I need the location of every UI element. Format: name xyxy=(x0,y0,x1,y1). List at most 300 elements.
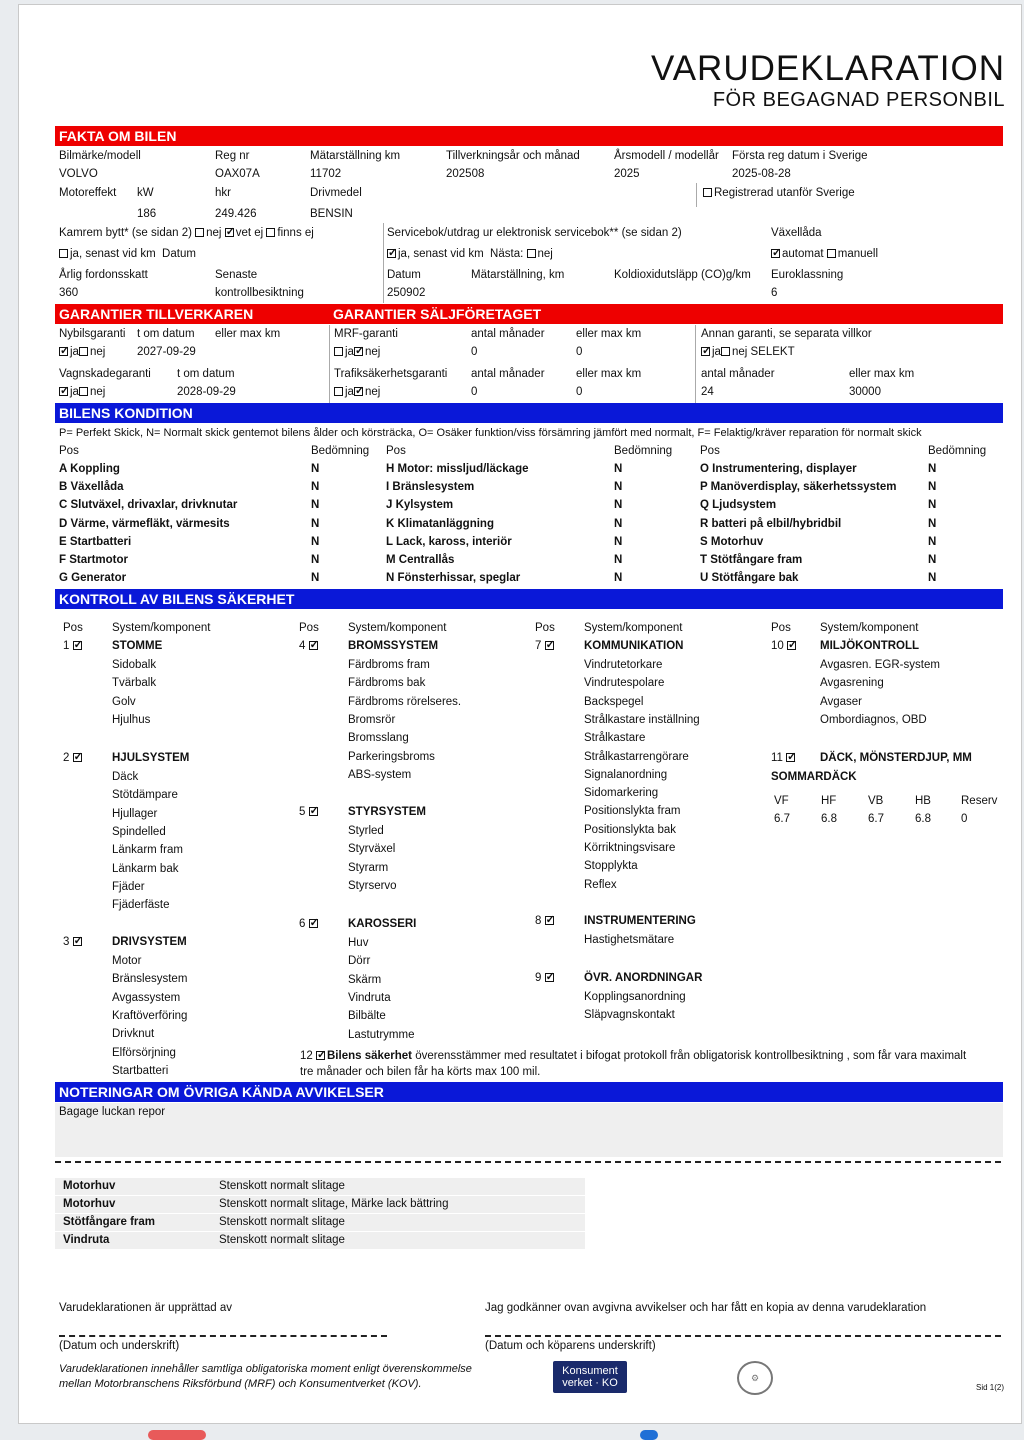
section-garantier-tillverkaren-header: GARANTIER TILLVERKAREN xyxy=(55,304,333,324)
noteringar-text: Bagage luckan repor xyxy=(59,1106,166,1118)
kamrem-ja-row xyxy=(59,247,196,261)
kondition-item: T Stötfångare fram xyxy=(700,554,803,566)
kontroll-item: Signalanordning xyxy=(584,768,668,781)
kondition-value: N xyxy=(928,481,937,493)
kamrem-label: Kamrem bytt* (se sidan 2) xyxy=(59,227,192,239)
label-ellermax-3: eller max km xyxy=(576,368,642,380)
section-kontroll-header: KONTROLL AV BILENS SÄKERHET xyxy=(55,589,1003,609)
kontroll-header-pos: Pos xyxy=(771,622,791,634)
pos-number: 7 xyxy=(535,640,542,652)
kontroll-pos-11 xyxy=(771,751,797,765)
value-mrf-km: 0 xyxy=(576,346,583,358)
checkbox-checked-icon[interactable] xyxy=(316,1051,325,1060)
kontroll-pos-12 xyxy=(300,1049,966,1063)
divider-dashed xyxy=(55,1161,1001,1163)
tire-header: HB xyxy=(915,795,931,807)
kontroll-item: Sidomarkering xyxy=(584,787,659,800)
kamrem-row xyxy=(59,226,314,240)
value-forsta-reg: 2025-08-28 xyxy=(732,168,791,180)
value-arlig-skatt: 360 xyxy=(59,287,79,299)
footnote-line-1: Varudeklarationen innehåller samtliga obligatoriska moment enligt överenskommelse xyxy=(59,1363,472,1375)
viewer-red-icon[interactable] xyxy=(148,1430,206,1440)
checkbox-checked-icon[interactable] xyxy=(545,916,554,925)
divider xyxy=(383,223,384,303)
checkbox-icon[interactable] xyxy=(266,228,275,237)
kontroll-item: Reflex xyxy=(584,878,617,891)
label-vaxellada: Växellåda xyxy=(771,227,822,239)
checkbox-icon[interactable] xyxy=(334,347,343,356)
kondition-header-bedomning: Bedömning xyxy=(311,445,370,457)
kondition-value: N xyxy=(311,481,320,493)
nasta-label: Nästa: xyxy=(490,248,524,260)
kontroll-header-system: System/komponent xyxy=(348,622,447,634)
kondition-item: P Manöverdisplay, säkerhetssystem xyxy=(700,481,897,493)
ja-label: ja xyxy=(345,386,354,398)
pos-number: 3 xyxy=(63,936,70,948)
value-bilmarke: VOLVO xyxy=(59,168,98,180)
kondition-item: H Motor: missljud/läckage xyxy=(386,463,529,475)
checkbox-icon[interactable] xyxy=(827,249,836,258)
value-arsmodell: 2025 xyxy=(614,168,640,180)
kontroll-item: Drivknut xyxy=(112,1028,155,1041)
kondition-value: N xyxy=(928,499,937,511)
kontroll-pos xyxy=(63,751,84,765)
kontroll-title: STOMME xyxy=(112,640,163,652)
kontroll-header-pos: Pos xyxy=(299,622,319,634)
bilens-sakerhet-label: Bilens säkerhet xyxy=(327,1050,413,1062)
kondition-value: N xyxy=(928,518,937,530)
label-ellermax-2: eller max km xyxy=(576,328,642,340)
checkbox-icon[interactable] xyxy=(195,228,204,237)
viewer-blue-icon[interactable] xyxy=(640,1430,658,1440)
registrerad-label: Registrerad utanför Sverige xyxy=(714,187,855,199)
kondition-value: N xyxy=(311,518,320,530)
mrf-seal-icon: ⚙ xyxy=(737,1361,773,1395)
checkbox-icon[interactable] xyxy=(334,387,343,396)
kontroll-title: ÖVR. ANORDNINGAR xyxy=(584,972,703,984)
pos-number: 1 xyxy=(63,640,70,652)
section-garantier-saljforetaget-header: GARANTIER SÄLJFÖRETAGET xyxy=(329,304,1003,324)
kontroll-title-dack: DÄCK, MÖNSTERDJUP, MM xyxy=(820,752,972,764)
checkbox-icon[interactable] xyxy=(527,249,536,258)
kondition-value: N xyxy=(311,536,320,548)
label-antal-man: antal månader xyxy=(471,328,545,340)
kondition-item: L Lack, kaross, interiör xyxy=(386,536,512,548)
kondition-header-bedomning: Bedömning xyxy=(928,445,987,457)
checkbox-checked-icon[interactable] xyxy=(73,937,82,946)
section-fakta-header: FAKTA OM BILEN xyxy=(55,126,1003,146)
label-trafiksakerhet: Trafiksäkerhetsgaranti xyxy=(334,368,448,380)
ja-label: ja xyxy=(70,346,79,358)
kontroll-header-pos: Pos xyxy=(63,622,83,634)
kontroll-item: Hastighetsmätare xyxy=(584,934,675,946)
label-senaste: Senaste xyxy=(215,269,258,281)
label-matarstallning-2: Mätarställning, km xyxy=(471,269,565,281)
kontroll-item: Färdbroms rörelseres. xyxy=(348,695,462,708)
vaxellada-row xyxy=(771,247,878,261)
kontroll-pos xyxy=(299,639,320,653)
kondition-item: N Fönsterhissar, speglar xyxy=(386,572,521,584)
kondition-item: G Generator xyxy=(59,572,127,584)
avvikelse-desc: Stenskott normalt slitage, Märke lack bättring xyxy=(219,1198,449,1210)
nej-label: nej xyxy=(364,346,381,358)
checkbox-checked-icon[interactable] xyxy=(354,387,363,396)
pos-number: 11 xyxy=(771,752,783,764)
kontroll-item: Strålkastarrengörare xyxy=(584,750,689,763)
checkbox-checked-icon[interactable] xyxy=(545,973,554,982)
tire-header: Reserv xyxy=(961,795,998,807)
vetej-label: vet ej xyxy=(235,227,264,239)
kontroll-title: HJULSYSTEM xyxy=(112,752,190,764)
tire-header: VB xyxy=(868,795,884,807)
kondition-header-pos: Pos xyxy=(59,445,79,457)
kontroll-item: ABS-system xyxy=(348,768,412,781)
value-nybil-datum: 2027-09-29 xyxy=(137,346,196,358)
checkbox-checked-icon[interactable] xyxy=(73,753,82,762)
label-mrf: MRF-garanti xyxy=(334,328,398,340)
kontroll-item: Positionslykta bak xyxy=(584,823,677,836)
avvikelse-desc: Stenskott normalt slitage xyxy=(219,1180,345,1192)
kontroll-item: Spindelled xyxy=(112,825,166,838)
logo-text: verket · KO xyxy=(562,1377,618,1389)
ja-senast-label: ja, senast vid km xyxy=(398,248,484,260)
checkbox-checked-icon[interactable] xyxy=(545,641,554,650)
kondition-value: N xyxy=(928,536,937,548)
checkbox-icon[interactable] xyxy=(721,347,730,356)
checkbox-checked-icon[interactable] xyxy=(787,641,796,650)
kontroll-item: Kopplingsanordning xyxy=(584,991,686,1003)
label-euroklass: Euroklassning xyxy=(771,269,844,281)
kontroll-item: Strålkastare inställning xyxy=(584,713,700,726)
trafik-jn xyxy=(334,385,380,399)
kontroll-item: Hjullager xyxy=(112,807,158,820)
signature-line-left[interactable] xyxy=(59,1335,387,1337)
label-antal-man-3: antal månader xyxy=(701,368,775,380)
logo-text: Konsument xyxy=(562,1365,618,1377)
label-annan-garanti: Annan garanti, se separata villkor xyxy=(701,328,872,340)
divider xyxy=(696,183,697,207)
label-drivmedel: Drivmedel xyxy=(310,187,362,199)
kontroll-pos xyxy=(63,639,84,653)
kondition-item: D Värme, värmefläkt, värmesits xyxy=(59,518,230,530)
label-motoreffekt: Motoreffekt xyxy=(59,187,117,199)
kondition-value: N xyxy=(311,572,320,584)
mrf-jn xyxy=(334,345,380,359)
declaration-sheet xyxy=(18,4,1022,1424)
checkbox-checked-icon[interactable] xyxy=(771,249,780,258)
nybil-jn xyxy=(59,345,105,359)
pos-number: 4 xyxy=(299,640,306,652)
kondition-value: N xyxy=(928,463,937,475)
value-mrf-man: 0 xyxy=(471,346,478,358)
kontroll-item: Bilbälte xyxy=(348,1010,386,1023)
tire-value: 6.8 xyxy=(915,813,931,825)
value-kw: 186 xyxy=(137,208,157,220)
kontroll-item: Dörr xyxy=(348,955,371,968)
tire-value: 6.7 xyxy=(774,813,790,825)
kondition-value: N xyxy=(614,554,623,566)
checkbox-checked-icon[interactable] xyxy=(354,347,363,356)
kontroll-item: Länkarm fram xyxy=(112,844,183,857)
kontroll-item: Färdbroms bak xyxy=(348,677,426,690)
tire-header: VF xyxy=(774,795,789,807)
kondition-item: C Slutväxel, drivaxlar, drivknutar xyxy=(59,499,238,511)
tire-value: 6.8 xyxy=(821,813,837,825)
signature-line-right[interactable] xyxy=(485,1335,1001,1337)
kondition-value: N xyxy=(311,554,320,566)
value-tillverkning: 202508 xyxy=(446,168,485,180)
kontroll-item: Avgaser xyxy=(820,695,862,708)
label-arlig-skatt: Årlig fordonsskatt xyxy=(59,269,148,281)
avvikelse-part: Vindruta xyxy=(63,1234,110,1246)
vagnskada-jn xyxy=(59,385,105,399)
value-annan-km: 30000 xyxy=(849,386,881,398)
tire-header: HF xyxy=(821,795,837,807)
automat-label: automat xyxy=(782,248,824,260)
pos-number: 5 xyxy=(299,806,306,818)
kondition-item: E Startbatteri xyxy=(59,536,132,548)
value-datum: 250902 xyxy=(387,287,426,299)
value-matarstallning: 11702 xyxy=(310,168,342,180)
kontroll-item: Bromsslang xyxy=(348,732,409,745)
pos-number: 9 xyxy=(535,972,542,984)
kondition-header-bedomning: Bedömning xyxy=(614,445,673,457)
kontroll-title: DRIVSYSTEM xyxy=(112,936,187,948)
kondition-value: N xyxy=(928,572,937,584)
footnote-line-2: mellan Motorbranschens Riksförbund (MRF) och Konsumentverket (KOV). xyxy=(59,1378,422,1390)
value-trafik-man: 0 xyxy=(471,386,478,398)
nej-label: nej xyxy=(731,346,748,358)
checkbox-checked-icon[interactable] xyxy=(59,347,68,356)
label-antal-man-2: antal månader xyxy=(471,368,545,380)
kontroll-item: Fjäder xyxy=(112,880,145,893)
value-trafik-km: 0 xyxy=(576,386,583,398)
kondition-item: R batteri på elbil/hybridbil xyxy=(700,518,842,530)
kondition-value: N xyxy=(928,554,937,566)
label-hkr: hkr xyxy=(215,187,231,199)
divider xyxy=(695,325,696,403)
kontroll-item: Styrled xyxy=(348,825,384,837)
kontroll-item: Styrväxel xyxy=(348,843,396,856)
kondition-header-pos: Pos xyxy=(700,445,720,457)
label-bilmarke: Bilmärke/modell xyxy=(59,150,141,162)
avvikelse-desc: Stenskott normalt slitage xyxy=(219,1216,345,1228)
kontroll-item: Bränslesystem xyxy=(112,973,188,986)
label-servicebok: Servicebok/utdrag ur elektronisk servicebok** (se sidan 2) xyxy=(387,227,682,239)
label-vagnskadegaranti: Vagnskadegaranti xyxy=(59,368,151,380)
kontroll-item: Positionslykta fram xyxy=(584,805,681,818)
avvikelse-part: Motorhuv xyxy=(63,1180,116,1192)
document-title: VARUDEKLARATION xyxy=(650,49,1005,88)
datum-label: Datum xyxy=(162,248,196,260)
finnsej-label: finns ej xyxy=(277,227,314,239)
kontroll-item: Styrarm xyxy=(348,861,389,874)
kondition-item: M Centrallås xyxy=(386,554,455,566)
pos-number: 2 xyxy=(63,752,70,764)
registrerad-utanfor-checkbox[interactable] xyxy=(703,186,855,200)
kondition-value: N xyxy=(614,499,623,511)
value-regnr: OAX07A xyxy=(215,168,260,180)
signature-right-sub: (Datum och köparens underskrift) xyxy=(485,1340,656,1352)
checkbox-checked-icon[interactable] xyxy=(701,347,710,356)
kontroll-item: Vindrutespolare xyxy=(584,677,665,690)
kontroll-header-system: System/komponent xyxy=(584,622,683,634)
label-forsta-reg: Första reg datum i Sverige xyxy=(732,150,868,162)
kondition-value: N xyxy=(614,572,623,584)
kondition-item: A Koppling xyxy=(59,463,120,475)
kontroll-title: INSTRUMENTERING xyxy=(584,915,696,927)
kontroll-pos xyxy=(771,639,798,653)
nej-label: nej xyxy=(89,346,106,358)
checkbox-checked-icon[interactable] xyxy=(309,919,318,928)
tire-value: 6.7 xyxy=(868,813,884,825)
kontroll-title: BROMSSYSTEM xyxy=(348,640,439,652)
kontroll-title: KOMMUNIKATION xyxy=(584,640,684,652)
page-number: Sid 1(2) xyxy=(976,1383,1005,1392)
kontroll-item: Däck xyxy=(112,771,139,783)
avvikelse-part: Stötfångare fram xyxy=(63,1216,156,1228)
kontroll-item: Bromsrör xyxy=(348,713,396,726)
kontroll-item: Avgassystem xyxy=(112,991,181,1004)
label-koldioxid: Koldioxidutsläpp (CO)g/km xyxy=(614,269,751,281)
kontroll-item: Parkeringsbroms xyxy=(348,750,435,763)
checkbox-icon[interactable] xyxy=(79,387,88,396)
kondition-value: N xyxy=(311,499,320,511)
kondition-item: O Instrumentering, displayer xyxy=(700,463,857,475)
kontroll-title: KAROSSERI xyxy=(348,918,417,930)
tire-value: 0 xyxy=(961,813,968,825)
label-ellermax: eller max km xyxy=(215,328,281,340)
value-euroklass: 6 xyxy=(771,287,778,299)
kontroll-pos xyxy=(63,935,84,949)
kontroll-item: Sidobalk xyxy=(112,659,157,671)
kontroll-item: Golv xyxy=(112,695,136,708)
signature-left-label: Varudeklarationen är upprättad av xyxy=(59,1302,233,1314)
ja-label: ja xyxy=(345,346,354,358)
kontroll-item: Släpvagnskontakt xyxy=(584,1009,675,1022)
kontroll-item: Lastutrymme xyxy=(348,1028,415,1041)
label-ellermax-4: eller max km xyxy=(849,368,915,380)
label-matarstallning: Mätarställning km xyxy=(310,150,401,162)
label-datum: Datum xyxy=(387,269,421,281)
kontroll-item: Startbatteri xyxy=(112,1064,169,1077)
kontroll-item: Styrservo xyxy=(348,879,397,892)
checkbox-icon[interactable] xyxy=(79,347,88,356)
kontroll-pos xyxy=(299,805,320,819)
pos-number: 6 xyxy=(299,918,306,930)
kontroll-item: Körriktningsvisare xyxy=(584,842,676,854)
label-tillverkning: Tillverkningsår och månad xyxy=(446,150,580,162)
kontroll-pos xyxy=(535,971,556,985)
checkbox-icon[interactable] xyxy=(703,188,712,197)
kondition-item: I Bränslesystem xyxy=(386,481,475,493)
kontroll-item: Backspegel xyxy=(584,695,644,708)
kondition-header-pos: Pos xyxy=(386,445,406,457)
kontroll-item: Avgasrening xyxy=(820,677,884,690)
label-kontrollbesiktning: kontrollbesiktning xyxy=(215,287,304,299)
kontroll-title: MILJÖKONTROLL xyxy=(820,640,920,652)
kondition-legend: P= Perfekt Skick, N= Normalt skick gentemot bilens ålder och körsträcka, O= Osäker funktion/viss försämring jämfört med normalt, F= Felaktig/kräver reparation för normalt skick xyxy=(59,427,922,439)
kontroll-subtitle-sommardack: SOMMARDÄCK xyxy=(771,771,857,783)
kontroll-item: Kraftöverföring xyxy=(112,1009,188,1022)
servicebok-row xyxy=(387,247,553,261)
label-tomdatum-2: t om datum xyxy=(177,368,235,380)
kontroll-item: Tvärbalk xyxy=(112,677,157,690)
checkbox-checked-icon[interactable] xyxy=(309,641,318,650)
kontroll-item: Färdbroms fram xyxy=(348,659,430,671)
kondition-value: N xyxy=(614,463,623,475)
annan-jn xyxy=(701,345,795,359)
kondition-item: B Växellåda xyxy=(59,481,124,493)
checkbox-checked-icon[interactable] xyxy=(73,641,82,650)
kontroll-header-system: System/komponent xyxy=(820,622,919,634)
kontroll-item: Huv xyxy=(348,937,369,949)
label-arsmodell: Årsmodell / modellår xyxy=(614,150,719,162)
nej-label: nej xyxy=(89,386,106,398)
document-subtitle: FÖR BEGAGNAD PERSONBIL xyxy=(712,89,1005,111)
divider xyxy=(329,325,330,403)
kondition-value: N xyxy=(614,481,623,493)
value-annan-man: 24 xyxy=(701,386,714,398)
checkbox-checked-icon[interactable] xyxy=(225,228,234,237)
checkbox-checked-icon[interactable] xyxy=(387,249,396,258)
pos-number: 8 xyxy=(535,915,542,927)
ja-label: ja xyxy=(70,386,79,398)
section-noteringar-header: NOTERINGAR OM ÖVRIGA KÄNDA AVVIKELSER xyxy=(55,1082,1003,1102)
kondition-item: J Kylsystem xyxy=(386,499,454,511)
kontroll-pos xyxy=(535,639,556,653)
value-annan-garanti: SELEKT xyxy=(750,346,795,358)
avvikelse-desc: Stenskott normalt slitage xyxy=(219,1234,345,1246)
kontroll-title: STYRSYSTEM xyxy=(348,806,426,818)
section-kondition-header: BILENS KONDITION xyxy=(55,403,1003,423)
checkbox-checked-icon[interactable] xyxy=(59,387,68,396)
kontroll-item: Vindrutetorkare xyxy=(584,659,663,671)
checkbox-checked-icon[interactable] xyxy=(786,753,795,762)
kondition-item: K Klimatanläggning xyxy=(386,518,494,530)
manuell-label: manuell xyxy=(837,248,879,260)
kontroll-item: Skärm xyxy=(348,973,382,986)
kontroll-item: Stopplykta xyxy=(584,860,638,873)
nej-label: nej xyxy=(364,386,381,398)
kondition-value: N xyxy=(311,463,320,475)
signature-left-sub: (Datum och underskrift) xyxy=(59,1340,180,1352)
bilens-sakerhet-text-2: tre månader och bilen får ha körts max 100 mil. xyxy=(300,1066,541,1078)
kondition-item: F Startmotor xyxy=(59,554,128,566)
checkbox-checked-icon[interactable] xyxy=(309,807,318,816)
kontroll-pos xyxy=(299,917,320,931)
kontroll-pos xyxy=(535,914,556,928)
kontroll-item: Ombordiagnos, OBD xyxy=(820,713,927,726)
checkbox-icon[interactable] xyxy=(59,249,68,258)
pos-number: 12 xyxy=(300,1050,313,1062)
kontroll-item: Strålkastare xyxy=(584,732,646,745)
kontroll-item: Länkarm bak xyxy=(112,862,179,875)
value-vagnskada-datum: 2028-09-29 xyxy=(177,386,236,398)
pos-number: 10 xyxy=(771,640,784,652)
avvikelse-part: Motorhuv xyxy=(63,1198,116,1210)
kontroll-item: Elförsörjning xyxy=(112,1046,176,1059)
ja-label: ja xyxy=(712,346,721,358)
label-nybilsgaranti: Nybilsgaranti xyxy=(59,328,126,340)
kondition-item: S Motorhuv xyxy=(700,536,764,548)
nej-label: nej xyxy=(206,227,222,239)
kontroll-item: Vindruta xyxy=(348,991,391,1004)
ja-senast-label: ja, senast vid km xyxy=(70,248,156,260)
kondition-item: Q Ljudsystem xyxy=(700,499,777,511)
bilens-sakerhet-text: överensstämmer med resultatet i bifogat protokoll från obligatorisk kontrollbesiktning , som får vara maximalt xyxy=(412,1050,967,1062)
value-hkr: 249.426 xyxy=(215,208,257,220)
